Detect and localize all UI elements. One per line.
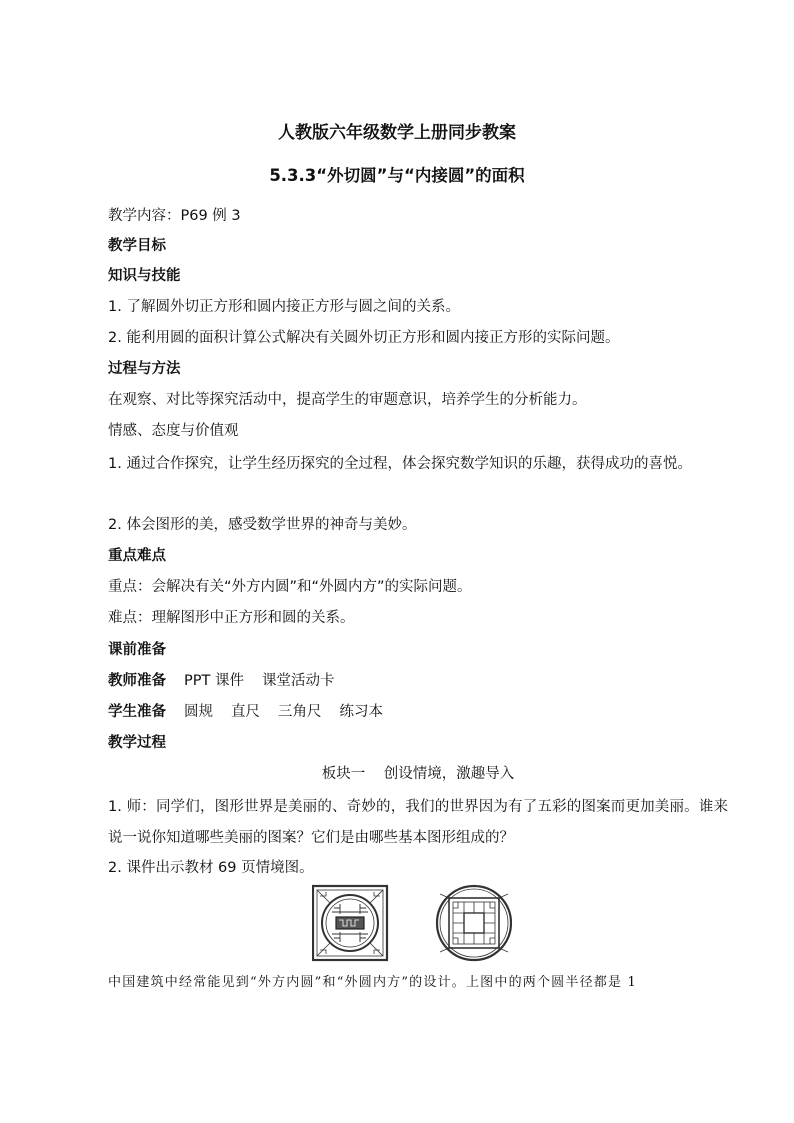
teacher-prep-line	[108, 671, 334, 691]
process-heading: 过程与方法	[108, 361, 181, 377]
emotion-item-1: 1. 通过合作探究，让学生经历探究的全过程，体会探究数学知识的乐趣，获得成功的喜悦。	[108, 456, 692, 472]
goals-heading: 教学目标	[108, 238, 166, 254]
student-prep-item: 三角尺	[278, 704, 322, 720]
situation-figures-svg	[312, 884, 512, 964]
emotion-item-2: 2. 体会图形的美，感受数学世界的神奇与美妙。	[108, 517, 417, 533]
teaching-process-heading: 教学过程	[108, 735, 166, 751]
prep-heading: 课前准备	[108, 642, 166, 658]
knowledge-item-1: 1. 了解圆外切正方形和圆内接正方形与圆之间的关系。	[108, 299, 460, 315]
situation-figures	[312, 884, 512, 964]
student-prep-item: 练习本	[339, 704, 383, 720]
block-heading: 板块一 创设情境，激趣导入	[321, 766, 515, 782]
process-text: 在观察、对比等探究活动中，提高学生的审题意识，培养学生的分析能力。	[108, 392, 587, 408]
block-item-2: 2. 课件出示教材 69 页情境图。	[108, 860, 314, 876]
knowledge-item-2: 2. 能利用圆的面积计算公式解决有关圆外切正方形和圆内接正方形的实际问题。	[108, 330, 620, 346]
document-title: 人教版六年级数学上册同步教案	[278, 123, 516, 143]
student-prep-line	[108, 702, 383, 722]
teacher-prep-label: 教师准备	[108, 673, 166, 689]
key-point: 重点：会解决有关“外方内圆”和“外圆内方”的实际问题。	[108, 579, 472, 595]
outer-circle-inner-square-figure	[437, 886, 511, 960]
teacher-prep-item: PPT 课件	[184, 673, 244, 689]
figure-caption: 中国建筑中经常能见到“外方内圆”和“外圆内方”的设计。上图中的两个圆半径都是 1	[108, 975, 637, 990]
difficult-point: 难点：理解图形中正方形和圆的关系。	[108, 610, 355, 626]
knowledge-heading: 知识与技能	[108, 268, 181, 284]
student-prep-item: 圆规	[184, 704, 213, 720]
student-prep-item: 直尺	[231, 704, 260, 720]
emotion-heading: 情感、态度与价值观	[108, 423, 239, 439]
teacher-prep-item: 课堂活动卡	[261, 673, 335, 689]
key-heading: 重点难点	[108, 548, 166, 564]
block-item-1: 1. 师：同学们，图形世界是美丽的、奇妙的，我们的世界因为有了五彩的图案而更加美丽。谁来说一说你知道哪些美丽的图案？它们是由哪些基本图形组成的？	[108, 799, 728, 846]
document-subtitle: 5.3.3“外切圆”与“内接圆”的面积	[269, 166, 525, 185]
student-prep-label: 学生准备	[108, 704, 166, 720]
outer-square-inner-circle-figure	[313, 886, 387, 960]
content-line: 教学内容：P69 例 3	[108, 208, 241, 224]
